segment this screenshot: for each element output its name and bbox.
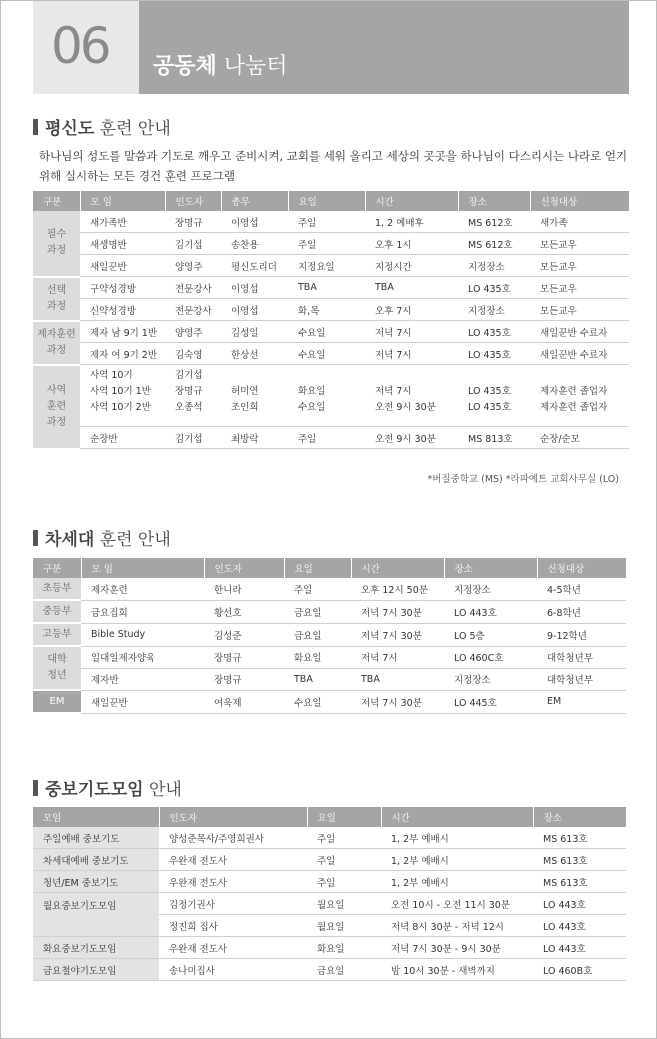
- cell-line: 장명규: [175, 386, 203, 397]
- table-cell: MS 613호: [533, 849, 626, 871]
- table-cell: 지정장소: [444, 668, 537, 690]
- lay-training-intro: 하나님의 성도를 말씀과 기도로 깨우고 준비시켜, 교회를 세워 올리고 세상의 곳곳을 하나님이 다스리시는 나라로 얻기 위해 실시하는 모든 경건 훈련 프로그램: [39, 149, 628, 183]
- table-cell: [365, 365, 458, 427]
- column-header: 인도자: [204, 558, 284, 578]
- table-cell: 저녁 7시: [365, 343, 458, 365]
- table-cell: 일대일제자양육: [81, 646, 204, 668]
- table-cell: 밤 10시 30분 - 새벽까지: [381, 959, 533, 981]
- table-cell: 지정요일: [288, 255, 365, 277]
- table-cell: 주일: [288, 211, 365, 233]
- table-cell: LO 435호: [458, 277, 530, 299]
- table-cell: 새가족반: [80, 211, 165, 233]
- table-row: [33, 623, 626, 646]
- table-row: [33, 600, 626, 623]
- table-cell: [288, 365, 365, 427]
- table-row: [33, 321, 629, 343]
- table-cell: [221, 365, 288, 427]
- table-cell: LO 443호: [533, 937, 626, 959]
- table-cell: 수요일: [284, 690, 351, 713]
- table-row: [33, 937, 626, 959]
- table-cell: 황선호: [204, 600, 284, 623]
- table-cell: 새일꾼반: [81, 690, 204, 713]
- table-cell: 주일: [307, 871, 381, 893]
- next-gen-title: [33, 525, 171, 550]
- table-cell: Bible Study: [81, 623, 204, 646]
- meeting-name-cell: 월요중보기도모임: [33, 893, 159, 937]
- cell-line: 사역 10기 2반: [90, 402, 151, 413]
- table-cell: 구약성경방: [80, 277, 165, 299]
- table-cell: LO 460B호: [533, 959, 626, 981]
- table-cell: 주일: [288, 427, 365, 449]
- table-cell: 김성준: [204, 623, 284, 646]
- cell-line: 사역 10기: [90, 370, 133, 381]
- column-header: 신청대상: [537, 558, 626, 578]
- table-cell: 한상선: [221, 343, 288, 365]
- table-cell: 저녁 7시 30분: [351, 600, 444, 623]
- table-cell: 송나미집사: [159, 959, 307, 981]
- table-cell: 대학청년부: [537, 668, 626, 690]
- table-cell: 주일: [307, 849, 381, 871]
- table-cell: 새일꾼반 수료자: [530, 343, 629, 365]
- table-cell: [80, 365, 165, 427]
- cell-line: [540, 368, 629, 384]
- table-cell: 오후 1시: [365, 233, 458, 255]
- table-row: [33, 690, 626, 713]
- cell-line: 허미연: [231, 386, 259, 397]
- category-cell: 제자훈련 과정: [33, 321, 80, 365]
- table-cell: 금요일: [284, 623, 351, 646]
- table-cell: 정진희 집사: [159, 915, 307, 937]
- table-cell: 저녁 8시 30분 - 저녁 12시: [381, 915, 533, 937]
- cell-line: [468, 368, 530, 384]
- table-row: [33, 578, 626, 600]
- table-cell: TBA: [351, 668, 444, 690]
- category-cell: 사역 훈련 과정: [33, 365, 80, 449]
- lay-training-title-rest: 훈련 안내: [94, 119, 171, 139]
- column-header: 요일: [307, 807, 381, 827]
- table-cell: 지정장소: [458, 299, 530, 321]
- table-cell: 양영주: [165, 255, 221, 277]
- table-cell: 모든교우: [530, 233, 629, 255]
- section-title-rest: 나눔터: [216, 54, 288, 79]
- table-cell: 1, 2부 예배시: [381, 849, 533, 871]
- table-row: [33, 365, 629, 427]
- section-number-box: [33, 1, 139, 94]
- column-header: 장소: [444, 558, 537, 578]
- table-row: [33, 343, 629, 365]
- cell-line: 사역 10기 1반: [90, 386, 151, 397]
- table-cell: 지정장소: [458, 255, 530, 277]
- table-cell: 한니라: [204, 578, 284, 600]
- section-header: [33, 1, 629, 94]
- table-cell: 새생명반: [80, 233, 165, 255]
- table-cell: 전문강사: [165, 299, 221, 321]
- table-cell: 화요일: [307, 937, 381, 959]
- table-cell: 양성준목사/주영희권사: [159, 827, 307, 849]
- table-cell: 신약성경방: [80, 299, 165, 321]
- table-cell: 수요일: [288, 343, 365, 365]
- table-cell: 1, 2 예배후: [365, 211, 458, 233]
- column-header: 인도자: [165, 191, 221, 211]
- table-cell: 평신도리더: [221, 255, 288, 277]
- table-cell: [165, 365, 221, 427]
- column-header: 요일: [288, 191, 365, 211]
- table-cell: MS 613호: [533, 827, 626, 849]
- column-header: 장소: [458, 191, 530, 211]
- table-cell: LO 443호: [444, 600, 537, 623]
- table-cell: TBA: [288, 277, 365, 299]
- table-cell: 장명규: [204, 646, 284, 668]
- cell-line: 수요일: [298, 402, 326, 413]
- lay-training-title-bold: 평신도: [45, 119, 95, 139]
- column-header: 시간: [381, 807, 533, 827]
- meeting-name-cell: 화요중보기도모임: [33, 937, 159, 959]
- table-row: [33, 233, 629, 255]
- table-cell: [530, 365, 629, 427]
- cell-line: 화요일: [298, 386, 326, 397]
- table-cell: 송찬용: [221, 233, 288, 255]
- table-cell: 주일: [284, 578, 351, 600]
- category-cell: 고등부: [33, 623, 81, 646]
- column-header: 장소: [533, 807, 626, 827]
- table-row: [33, 299, 629, 321]
- meeting-name-cell: 주일예배 중보기도: [33, 827, 159, 849]
- table-row: [33, 871, 626, 893]
- table-cell: LO 445호: [444, 690, 537, 713]
- category-cell: EM: [33, 690, 81, 713]
- table-cell: 월요일: [307, 893, 381, 915]
- next-gen-header-row: [33, 558, 626, 578]
- next-gen-title-bold: 차세대: [45, 530, 95, 550]
- table-cell: 오전 10시 - 오전 11시 30분: [381, 893, 533, 915]
- table-cell: MS 612호: [458, 211, 530, 233]
- table-cell: 수요일: [288, 321, 365, 343]
- table-cell: LO 435호: [458, 343, 530, 365]
- lay-training-header-row: [33, 191, 629, 211]
- table-row: [33, 827, 626, 849]
- cell-line: LO 435호: [468, 386, 511, 397]
- table-cell: 대학청년부: [537, 646, 626, 668]
- cell-line: [298, 368, 365, 384]
- table-cell: 주일: [307, 827, 381, 849]
- table-cell: 장명규: [204, 668, 284, 690]
- table-cell: 이영섭: [221, 211, 288, 233]
- table-cell: 금요일: [284, 600, 351, 623]
- category-cell: 필수 과정: [33, 211, 80, 277]
- prayer-table: [33, 807, 626, 981]
- category-cell: 초등부: [33, 578, 81, 600]
- table-cell: 최방락: [221, 427, 288, 449]
- table-cell: 금요일: [307, 959, 381, 981]
- column-header: 모 임: [80, 191, 165, 211]
- table-row: [33, 668, 626, 690]
- column-header: 요일: [284, 558, 351, 578]
- prayer-title-rest: 안내: [143, 780, 182, 800]
- table-cell: 주일: [288, 233, 365, 255]
- prayer-header-row: [33, 807, 626, 827]
- category-cell: 선택 과정: [33, 277, 80, 321]
- cell-line: 저녁 7시: [375, 386, 412, 397]
- table-cell: TBA: [284, 668, 351, 690]
- table-cell: 김성일: [221, 321, 288, 343]
- column-header: 신청대상: [530, 191, 629, 211]
- next-gen-table: [33, 558, 626, 714]
- meeting-name-cell: 청년/EM 중보기도: [33, 871, 159, 893]
- table-row: [33, 211, 629, 233]
- column-header: 시간: [365, 191, 458, 211]
- table-cell: TBA: [365, 277, 458, 299]
- table-cell: 모든교우: [530, 255, 629, 277]
- table-row: [33, 277, 629, 299]
- table-cell: 새가족: [530, 211, 629, 233]
- table-cell: 오후 7시: [365, 299, 458, 321]
- column-header: 구분: [33, 191, 80, 211]
- table-cell: 우완재 전도사: [159, 937, 307, 959]
- table-row: [33, 255, 629, 277]
- table-cell: LO 443호: [533, 893, 626, 915]
- table-cell: LO 443호: [533, 915, 626, 937]
- table-cell: 1, 2부 예배시: [381, 871, 533, 893]
- table-cell: 여욱제: [204, 690, 284, 713]
- cell-line: LO 435호: [468, 402, 511, 413]
- section-title: [153, 49, 288, 80]
- table-cell: 6-8학년: [537, 600, 626, 623]
- table-cell: 이영섭: [221, 277, 288, 299]
- table-cell: 1, 2부 예배시: [381, 827, 533, 849]
- category-cell: 대학 청년: [33, 646, 81, 690]
- table-cell: 오전 9시 30분: [365, 427, 458, 449]
- table-cell: 4-5학년: [537, 578, 626, 600]
- column-header: 인도자: [159, 807, 307, 827]
- table-cell: 우완재 전도사: [159, 871, 307, 893]
- table-row: [33, 849, 626, 871]
- table-cell: 화,목: [288, 299, 365, 321]
- table-cell: 모든교우: [530, 277, 629, 299]
- column-header: 총무: [221, 191, 288, 211]
- table-row: [33, 646, 626, 668]
- table-cell: 제자반: [81, 668, 204, 690]
- table-cell: 김숙영: [165, 343, 221, 365]
- meeting-name-cell: 금요철야기도모임: [33, 959, 159, 981]
- table-row: [33, 893, 626, 915]
- table-cell: 새일꾼반: [80, 255, 165, 277]
- cell-line: 제자훈련 졸업자: [540, 386, 608, 397]
- column-header: 모 임: [81, 558, 204, 578]
- table-cell: 지정시간: [365, 255, 458, 277]
- lay-training-title: [33, 114, 171, 139]
- table-cell: 김기섭: [165, 427, 221, 449]
- cell-line: 오전 9시 30분: [375, 402, 436, 413]
- table-cell: 오후 12시 50분: [351, 578, 444, 600]
- title-bar-marker: [33, 780, 38, 796]
- cell-line: 김기섭: [175, 370, 203, 381]
- table-cell: 저녁 7시 30분: [351, 690, 444, 713]
- table-cell: 전문강사: [165, 277, 221, 299]
- next-gen-title-rest: 훈련 안내: [94, 530, 171, 550]
- table-cell: 장명규: [165, 211, 221, 233]
- category-cell: 중등부: [33, 600, 81, 623]
- prayer-title: [33, 775, 182, 800]
- table-cell: LO 460C호: [444, 646, 537, 668]
- table-cell: MS 613호: [533, 871, 626, 893]
- column-header: 시간: [351, 558, 444, 578]
- table-cell: 모든교우: [530, 299, 629, 321]
- cell-line: 제자훈련 졸업자: [540, 402, 608, 413]
- table-cell: 김기섭: [165, 233, 221, 255]
- table-cell: 우완재 전도사: [159, 849, 307, 871]
- table-cell: 저녁 7시: [365, 321, 458, 343]
- section-title-box: [139, 1, 629, 94]
- table-cell: [458, 365, 530, 427]
- cell-line: 오종석: [175, 402, 203, 413]
- section-title-bold: 공동체: [153, 54, 217, 79]
- table-cell: 순장/순모: [530, 427, 629, 449]
- table-cell: 제자 남 9기 1반: [80, 321, 165, 343]
- cell-line: 조인희: [231, 402, 259, 413]
- table-cell: 이영섭: [221, 299, 288, 321]
- cell-line: [375, 368, 458, 384]
- table-cell: 저녁 7시 30분: [351, 623, 444, 646]
- table-cell: EM: [537, 690, 626, 713]
- table-row: [33, 427, 629, 449]
- table-cell: MS 612호: [458, 233, 530, 255]
- table-cell: 순장반: [80, 427, 165, 449]
- table-cell: LO 5층: [444, 623, 537, 646]
- location-note: *버질중학교 (MS) *라파예트 교회사무실 (LO): [427, 474, 619, 485]
- table-cell: 김정기권사: [159, 893, 307, 915]
- column-header: 구분: [33, 558, 81, 578]
- table-cell: 새일꾼반 수료자: [530, 321, 629, 343]
- lay-training-table: [33, 191, 629, 450]
- title-bar-marker: [33, 119, 38, 135]
- prayer-title-bold: 중보기도모임: [45, 780, 144, 800]
- table-row: [33, 959, 626, 981]
- cell-line: [231, 368, 288, 384]
- table-cell: 금요집회: [81, 600, 204, 623]
- table-cell: 저녁 7시 30분 - 9시 30분: [381, 937, 533, 959]
- meeting-name-cell: 차세대예배 중보기도: [33, 849, 159, 871]
- table-cell: 월요일: [307, 915, 381, 937]
- table-cell: 화요일: [284, 646, 351, 668]
- table-cell: 제자 여 9기 2반: [80, 343, 165, 365]
- table-cell: LO 435호: [458, 321, 530, 343]
- table-cell: 양영주: [165, 321, 221, 343]
- table-cell: 지정장소: [444, 578, 537, 600]
- table-cell: MS 813호: [458, 427, 530, 449]
- column-header: 모임: [33, 807, 159, 827]
- table-cell: 저녁 7시: [351, 646, 444, 668]
- title-bar-marker: [33, 530, 38, 546]
- table-cell: 9-12학년: [537, 623, 626, 646]
- section-number: 06: [51, 17, 109, 75]
- table-cell: 제자훈련: [81, 578, 204, 600]
